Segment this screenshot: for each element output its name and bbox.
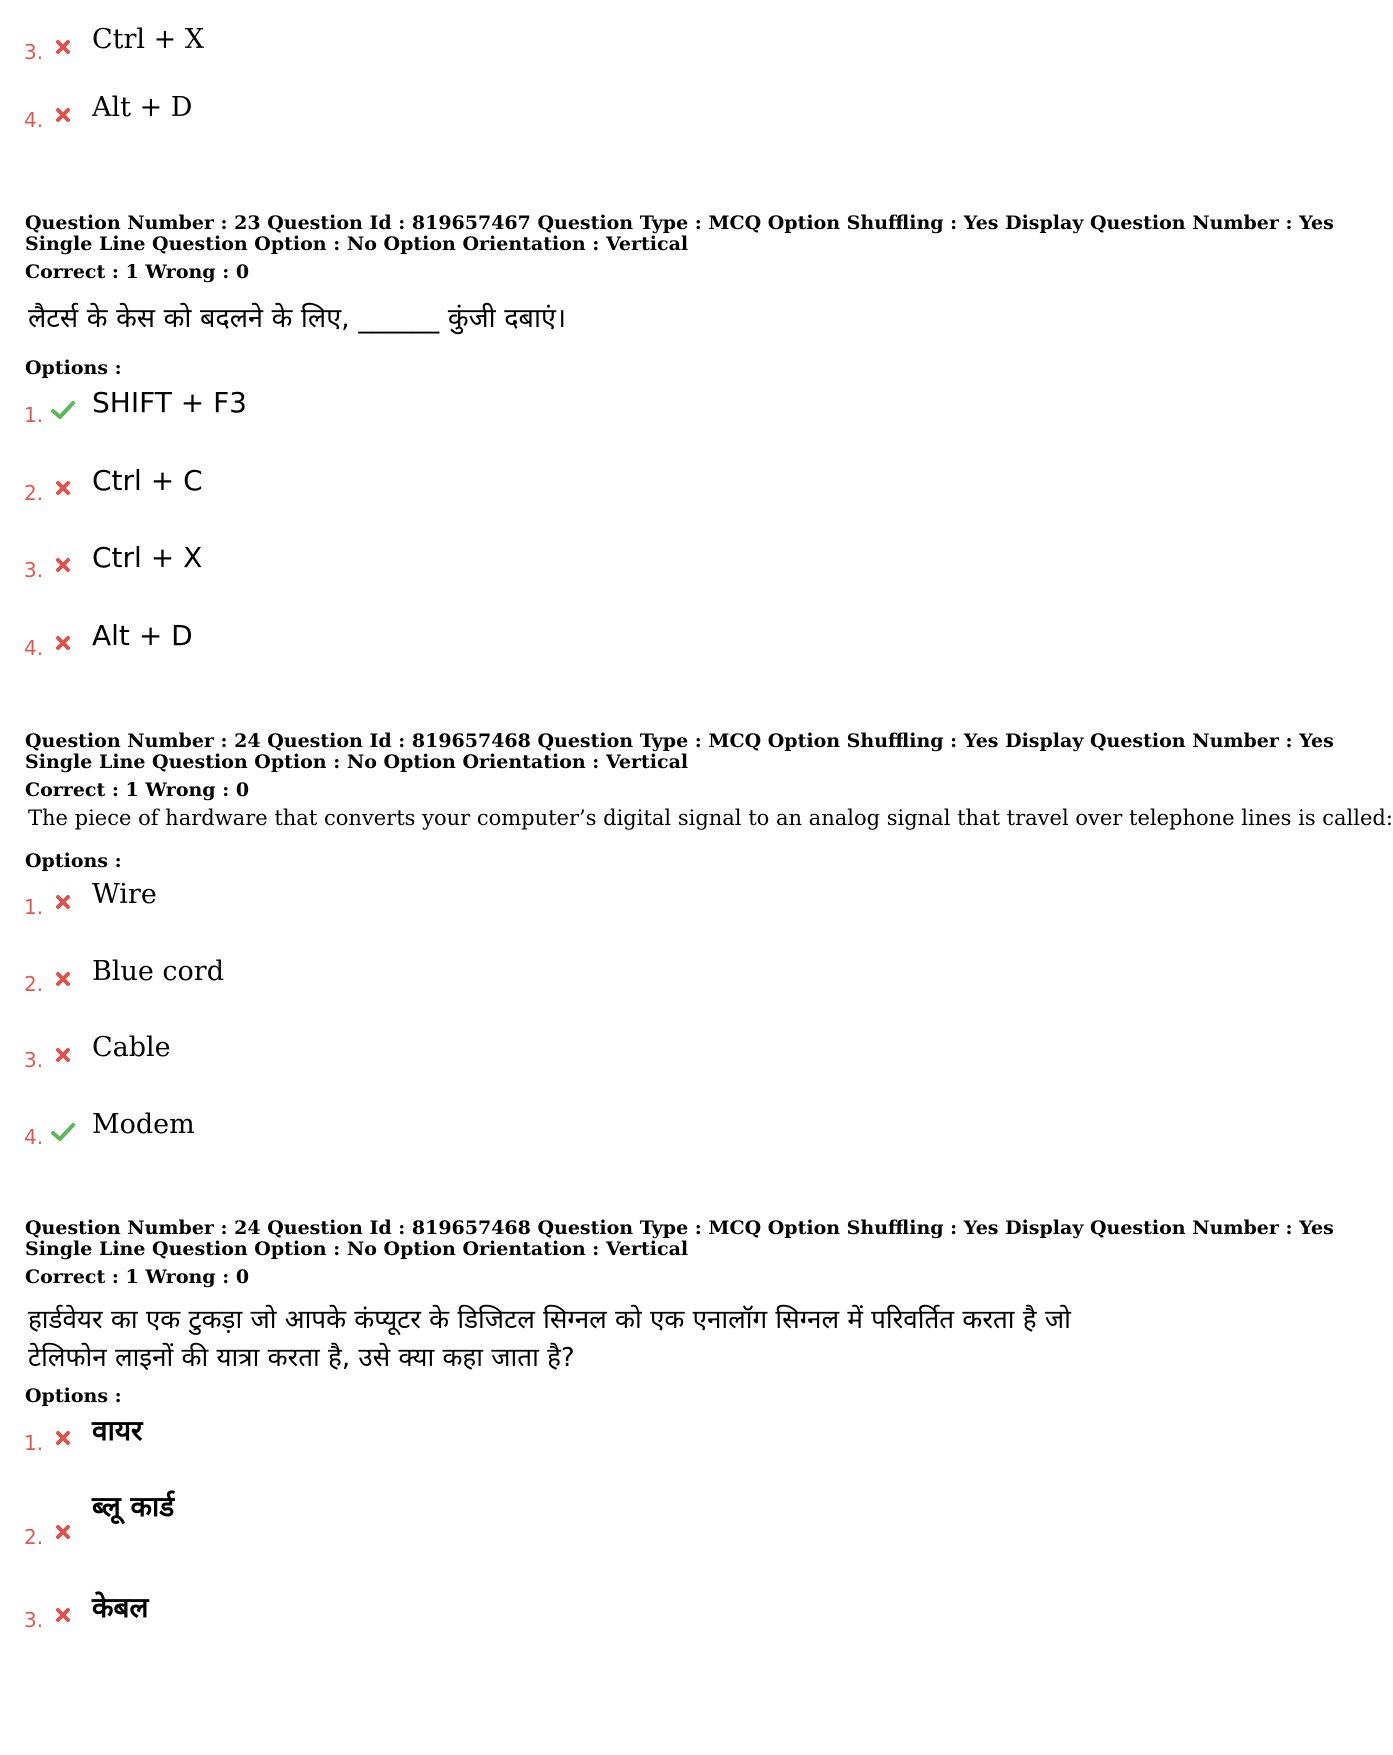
option-number: 1. (24, 1431, 44, 1455)
question-text: लैटर्स के केस को बदलने के लिए, ______ कुंजी दबाएं। (28, 303, 567, 334)
correct-wrong: Correct : 1 Wrong : 0 (25, 1266, 250, 1288)
option-number: 3. (24, 558, 44, 582)
option-number: 3. (24, 40, 44, 64)
cross-icon (50, 552, 76, 578)
option-text: SHIFT + F3 (92, 386, 247, 419)
cross-icon (50, 1425, 76, 1451)
option-text: Blue cord (92, 956, 224, 987)
option-number: 2. (24, 972, 44, 996)
option-number: 1. (24, 403, 44, 427)
option-row (24, 22, 204, 62)
option-text: केबल (92, 1591, 149, 1624)
option-text: Alt + D (92, 92, 193, 123)
option-text: Ctrl + X (92, 541, 203, 574)
question-text-line2: टेलिफोन लाइनों की यात्रा करता है, उसे क्या कहा जाता है? (28, 1343, 575, 1373)
question-text-line1: हार्डवेयर का एक टुकड़ा जो आपके कंप्यूटर के डिजिटल सिग्नल को एक एनालॉग सिग्नल में परिवर्तित करता है जो (28, 1305, 1071, 1335)
cross-icon (50, 34, 76, 60)
cross-icon (50, 475, 76, 501)
question-text: The piece of hardware that converts your computer’s digital signal to an analog signal that travel over telephone lines is called: (28, 806, 1393, 830)
cross-icon (50, 102, 76, 128)
question-meta-line1: Question Number : 24 Question Id : 819657468 Question Type : MCQ Option Shuffling : Yes Display Question Number : Yes (25, 1217, 1334, 1239)
cross-icon (50, 889, 76, 915)
question-meta-line2: Single Line Question Option : No Option Orientation : Vertical (25, 751, 689, 773)
option-number: 4. (24, 1125, 44, 1149)
options-label: Options : (25, 357, 122, 379)
option-row (24, 90, 192, 130)
option-row (24, 1490, 175, 1549)
option-text: Ctrl + X (92, 24, 205, 55)
question-meta-line1: Question Number : 24 Question Id : 819657468 Question Type : MCQ Option Shuffling : Yes Display Question Number : Yes (25, 730, 1334, 752)
option-row (24, 463, 203, 503)
option-text: Cable (92, 1032, 171, 1063)
question-meta-line2: Single Line Question Option : No Option Orientation : Vertical (25, 1238, 689, 1260)
question-meta-line1: Question Number : 23 Question Id : 819657467 Question Type : MCQ Option Shuffling : Yes Display Question Number : Yes (25, 212, 1334, 234)
option-text: Alt + D (92, 619, 193, 652)
option-text: Modem (92, 1109, 195, 1140)
option-row (24, 385, 247, 425)
options-label: Options : (25, 1385, 122, 1407)
option-number: 2. (24, 481, 44, 505)
option-row (24, 877, 157, 917)
option-number: 4. (24, 636, 44, 660)
option-text: Wire (92, 879, 157, 910)
correct-wrong: Correct : 1 Wrong : 0 (25, 779, 250, 801)
option-text: ब्लू कार्ड (92, 1490, 175, 1523)
option-row (24, 540, 202, 580)
question-meta-line2: Single Line Question Option : No Option Orientation : Vertical (25, 233, 689, 255)
option-row (24, 1590, 148, 1630)
check-icon (50, 397, 76, 423)
option-text: वायर (92, 1414, 143, 1447)
option-row (24, 1030, 171, 1070)
cross-icon (50, 966, 76, 992)
option-number: 3. (24, 1608, 44, 1632)
cross-icon (50, 1602, 76, 1628)
option-number: 3. (24, 1048, 44, 1072)
cross-icon (50, 1042, 76, 1068)
option-row (24, 954, 224, 994)
correct-wrong: Correct : 1 Wrong : 0 (25, 261, 250, 283)
option-row (24, 618, 193, 658)
option-number: 1. (24, 895, 44, 919)
option-text: Ctrl + C (92, 464, 203, 497)
option-row (24, 1107, 195, 1147)
options-label: Options : (25, 850, 122, 872)
option-number: 2. (24, 1525, 44, 1549)
check-icon (50, 1119, 76, 1145)
cross-icon (50, 630, 76, 656)
option-row (24, 1413, 143, 1453)
option-number: 4. (24, 108, 44, 132)
cross-icon (50, 1519, 76, 1545)
